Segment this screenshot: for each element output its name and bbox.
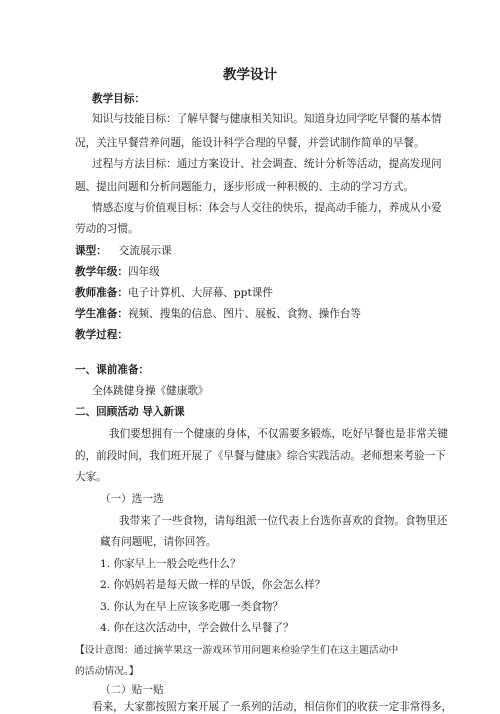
part1-heading: （一）选一选 bbox=[100, 493, 164, 505]
design-intent-line: 的活动情况。】 bbox=[75, 666, 139, 677]
knowledge-objective-line: 知识与技能目标：了解早餐与健康相关知识。知道身边同学吃早餐的基本情 bbox=[92, 113, 442, 125]
knowledge-objective-line: 况，关注早餐营养问题，能设计科学合理的早餐，并尝试制作简单的早餐。 bbox=[75, 137, 425, 149]
course-type-row bbox=[75, 244, 172, 258]
student-prep-label: 学生准备： bbox=[75, 308, 128, 320]
teacher-prep-value: 电子计算机、大屏幕、ppt课件 bbox=[127, 287, 273, 299]
question-item: 2. 你妈妈若是每天做一样的早饭，你会怎么样？ bbox=[100, 579, 326, 591]
grade-row bbox=[75, 265, 160, 279]
grade-value: 四年级 bbox=[127, 266, 160, 278]
course-type-value: 交流展示课 bbox=[118, 245, 172, 257]
part2-line: 看来，大家都按照方案开展了一系列的活动，相信你们的收获一定非常得多， bbox=[92, 701, 453, 713]
section1-content: 全体跳健身操《健康歌》 bbox=[92, 385, 209, 397]
question-item: 3. 你认为在早上应该多吃哪一类食物？ bbox=[100, 601, 283, 613]
student-prep-value: 视频、搜集的信息、图片、展板、食物、操作台等 bbox=[127, 308, 362, 320]
student-prep-row bbox=[75, 307, 361, 321]
document-title: 教学设计 bbox=[223, 67, 277, 83]
objectives-heading: 教学目标： bbox=[92, 93, 145, 105]
part1-line: 我带来了一些食物，请每组派一位代表上台选你喜欢的食物。食物里还 bbox=[119, 515, 448, 527]
intro-line: 的，前段时间，我们班开展了《早餐与健康》综合实践活动。老师想来考验一下 bbox=[75, 450, 446, 462]
process-objective-line: 题、提出问题和分析问题能力，逐步形成一种积极的、主动的学习方式。 bbox=[75, 181, 414, 193]
intro-line: 我们要想拥有一个健康的身体，不仅需要多锻炼，吃好早餐也是非常关键 bbox=[109, 428, 448, 440]
question-item: 4. 你在这次活动中，学会做什么早餐了？ bbox=[100, 622, 294, 634]
process-heading: 教学过程： bbox=[75, 329, 128, 341]
teacher-prep-label: 教师准备： bbox=[75, 287, 128, 299]
design-intent-line: 【设计意图：通过摘苹果这一游戏环节用问题来检验学生们在这主题活动中 bbox=[75, 645, 399, 656]
course-type-label: 课型： bbox=[75, 245, 107, 257]
section1-heading: 一、课前准备： bbox=[75, 364, 150, 376]
process-objective-line: 过程与方法目标：通过方案设计、社会调查、统计分析等活动，提高发现问 bbox=[92, 158, 442, 170]
part1-line: 藏有问题呢，请你回答。 bbox=[100, 536, 217, 548]
teacher-prep-row bbox=[75, 286, 273, 300]
intro-line: 大家。 bbox=[75, 471, 107, 483]
question-item: 1. 你家早上一般会吃些什么？ bbox=[100, 558, 241, 570]
part2-heading: （二）贴一贴 bbox=[100, 684, 164, 696]
attitude-objective-line: 劳动的习惯。 bbox=[75, 223, 139, 235]
attitude-objective-line: 情感态度与价值观目标：体会与人交往的快乐，提高动手能力，养成从小爱 bbox=[92, 202, 442, 214]
grade-label: 教学年级： bbox=[75, 266, 128, 278]
section2-heading: 二、回顾活动 导入新课 bbox=[75, 406, 185, 418]
